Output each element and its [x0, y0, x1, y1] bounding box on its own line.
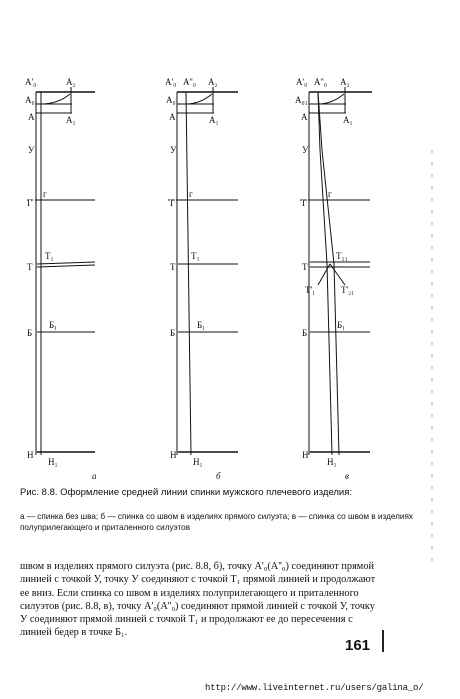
label-a2: A₂	[208, 77, 218, 87]
label-a00: A₀₁	[295, 95, 308, 105]
label-t: Т	[302, 262, 308, 272]
panel-letter-v: в	[345, 471, 349, 480]
label-g-low: г	[43, 189, 47, 199]
label-n1: Н₁	[193, 457, 203, 467]
label-a0: A'₀	[296, 77, 308, 87]
label-t1: T₁	[45, 251, 54, 261]
page-number: 161	[345, 637, 371, 654]
label-a0b: A''₀	[314, 77, 327, 87]
panel-b-drawing	[168, 87, 238, 455]
body-text	[20, 560, 378, 640]
label-a0: A'₀	[165, 77, 177, 87]
label-g: Г	[302, 198, 308, 208]
label-a: A	[28, 112, 35, 122]
panel-v-drawing	[300, 87, 372, 455]
label-u: У	[170, 145, 177, 155]
body-paragraph: швом в изделиях прямого силуэта (рис. 8.8, б), точку A'₀(A''₀) соединяют прямой линией с точкой У, точку У соединяют с точкой Т₁ прямой линией и продолжают ее вниз. Если спинка со швом в изделиях полуприлегающего и приталенного силуэтов (рис. 8.8, в), точку A'₀(A''₀) соединяют прямой линией с точкой У, точку У соединяют прямой линией с точкой Т₁ и продолжают ее до пересечения с линией бедер в точке Б₁.	[20, 561, 376, 639]
label-t1-prime: T'₁	[305, 285, 316, 295]
scan-edge-marks	[428, 150, 438, 570]
panel-v-labels	[295, 77, 354, 480]
label-a2: A₂	[66, 77, 76, 87]
label-a1: A₁	[343, 115, 353, 125]
panel-letter-b: б	[216, 471, 221, 480]
label-g-low: г	[328, 189, 332, 199]
label-a0b: A''₀	[183, 77, 196, 87]
label-u: У	[28, 145, 35, 155]
figure-caption-legend: а — спинка без шва; б — спинка со швом в изделиях прямого силуэта; в — спинка со швом в изделиях полуприлегающего и приталенного силуэтов	[20, 512, 414, 532]
panel-a-drawing	[26, 87, 95, 455]
label-g-low: г	[189, 189, 193, 199]
label-n: Н	[302, 450, 309, 460]
label-t1: T₁	[191, 251, 200, 261]
label-b1: Б₁	[49, 320, 58, 330]
label-n: Н	[27, 450, 34, 460]
label-t: Т	[170, 262, 176, 272]
label-t11: T₁₁	[336, 251, 348, 261]
label-a2: A₂	[340, 77, 350, 87]
label-b1: Б₁	[197, 320, 206, 330]
figure-caption-title: Рис. 8.8. Оформление средней линии спинки мужского плечевого изделия:	[20, 487, 353, 498]
label-n1: Н₁	[48, 457, 58, 467]
label-b: Б	[27, 328, 33, 338]
label-t: Т	[27, 262, 33, 272]
label-a: A	[301, 112, 308, 122]
label-a1: A₁	[209, 115, 219, 125]
label-g: Г	[170, 198, 176, 208]
panel-letter-a: а	[92, 471, 97, 480]
label-g: Г	[27, 198, 33, 208]
label-u: У	[302, 145, 309, 155]
label-a00: A₀	[25, 95, 35, 105]
source-url-footer[interactable]: http://www.liveinternet.ru/users/galina_o/	[205, 683, 424, 693]
label-a1: A₁	[66, 115, 76, 125]
label-b: Б	[170, 328, 176, 338]
panel-b-labels	[165, 77, 221, 480]
label-a0: A'₀	[25, 77, 37, 87]
page-number-rule	[382, 630, 384, 652]
label-b: Б	[302, 328, 308, 338]
label-t21: T'₂₁	[341, 285, 355, 295]
label-b1: Б₁	[337, 320, 346, 330]
label-n1: Н₁	[327, 457, 337, 467]
label-a: A	[169, 112, 176, 122]
label-n: Н	[170, 450, 177, 460]
label-a00: A₀	[166, 95, 176, 105]
